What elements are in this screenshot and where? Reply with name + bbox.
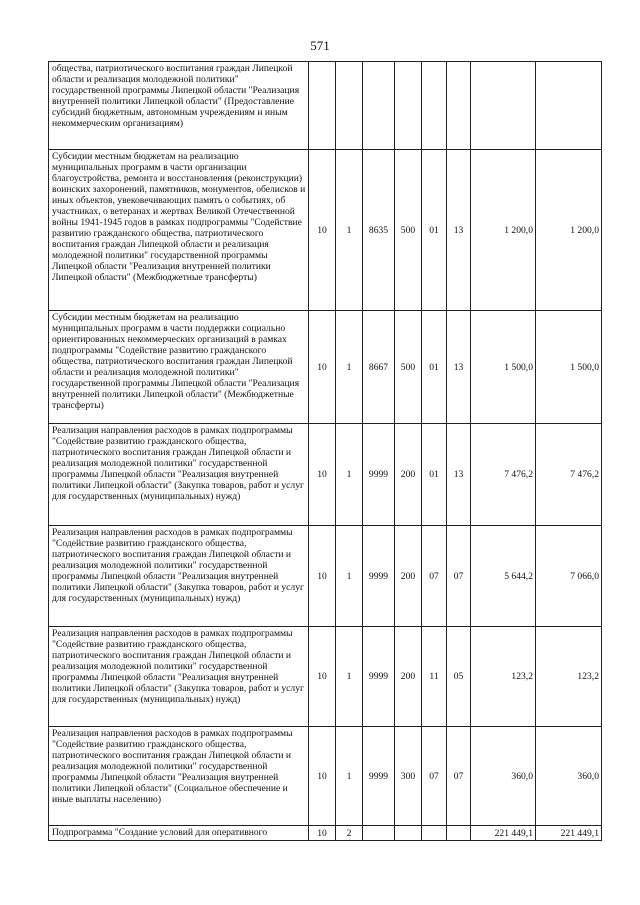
amount-second: 7 476,2 — [536, 424, 602, 526]
program-code: 10 — [309, 311, 336, 424]
amount-first: 5 644,2 — [471, 526, 536, 627]
table-row — [49, 727, 602, 826]
subprogram-code: 1 — [336, 311, 363, 424]
subsection-code: 07 — [447, 727, 471, 826]
subsection-code: 13 — [447, 424, 471, 526]
table-row — [49, 311, 602, 424]
subprogram-code: 1 — [336, 627, 363, 727]
amount-second: 360,0 — [536, 727, 602, 826]
amount-second: 7 066,0 — [536, 526, 602, 627]
section-code — [422, 62, 447, 150]
expense-type-code — [395, 826, 422, 841]
expense-type-code: 200 — [395, 424, 422, 526]
direction-code: 9999 — [363, 526, 395, 627]
direction-code: 9999 — [363, 424, 395, 526]
subsection-code: 13 — [447, 150, 471, 311]
row-description: Подпрограмма "Создание условий для оперативного — [49, 826, 309, 841]
program-code: 10 — [309, 727, 336, 826]
row-description: общества, патриотического воспитания граждан Липецкой области и реализация молодежной политики" государственной программы Липецкой области "Реализация внутренней политики Липецкой области" (Предоставление субсидий бюджетным, автономным учреждениям и иным некоммерческим организациям) — [49, 62, 309, 150]
row-description: Реализация направления расходов в рамках подпрограммы "Содействие развитию гражданского общества, патриотического воспитания граждан Липецкой области и реализация молодежной политики" государственной программы Липецкой области "Реализация внутренней политики Липецкой области" (Закупка товаров, работ и услуг для государственных (муниципальных) нужд) — [49, 627, 309, 727]
amount-first: 221 449,1 — [471, 826, 536, 841]
expense-type-code: 200 — [395, 627, 422, 727]
amount-second: 1 500,0 — [536, 311, 602, 424]
amount-first: 123,2 — [471, 627, 536, 727]
amount-second: 123,2 — [536, 627, 602, 727]
program-code: 10 — [309, 526, 336, 627]
direction-code: 9999 — [363, 727, 395, 826]
program-code — [309, 62, 336, 150]
amount-second: 1 200,0 — [536, 150, 602, 311]
expense-type-code: 500 — [395, 150, 422, 311]
expense-type-code: 300 — [395, 727, 422, 826]
subprogram-code — [336, 62, 363, 150]
subsection-code — [447, 62, 471, 150]
subprogram-code: 1 — [336, 150, 363, 311]
subsection-code: 13 — [447, 311, 471, 424]
subsection-code: 05 — [447, 627, 471, 727]
amount-first: 7 476,2 — [471, 424, 536, 526]
row-description: Реализация направления расходов в рамках подпрограммы "Содействие развитию гражданского общества, патриотического воспитания граждан Липецкой области и реализация молодежной политики" государственной программы Липецкой области "Реализация внутренней политики Липецкой области" (Социальное обеспечение и иные выплаты населению) — [49, 727, 309, 826]
budget-table — [48, 61, 602, 841]
table-row — [49, 526, 602, 627]
direction-code — [363, 62, 395, 150]
table-row — [49, 627, 602, 727]
subprogram-code: 1 — [336, 727, 363, 826]
table-row — [49, 424, 602, 526]
section-code: 07 — [422, 526, 447, 627]
amount-first: 1 200,0 — [471, 150, 536, 311]
amount-second — [536, 62, 602, 150]
program-code: 10 — [309, 150, 336, 311]
direction-code: 8635 — [363, 150, 395, 311]
expense-type-code: 500 — [395, 311, 422, 424]
amount-second: 221 449,1 — [536, 826, 602, 841]
subprogram-code: 1 — [336, 424, 363, 526]
page-number: 571 — [310, 38, 330, 53]
program-code: 10 — [309, 627, 336, 727]
expense-type-code — [395, 62, 422, 150]
section-code: 01 — [422, 424, 447, 526]
subprogram-code: 2 — [336, 826, 363, 841]
table-row — [49, 62, 602, 150]
subprogram-code: 1 — [336, 526, 363, 627]
direction-code: 8667 — [363, 311, 395, 424]
section-code — [422, 826, 447, 841]
row-description: Реализация направления расходов в рамках подпрограммы "Содействие развитию гражданского общества, патриотического воспитания граждан Липецкой области и реализация молодежной политики" государственной программы Липецкой области "Реализация внутренней политики Липецкой области" (Закупка товаров, работ и услуг для государственных (муниципальных) нужд) — [49, 526, 309, 627]
amount-first: 1 500,0 — [471, 311, 536, 424]
subsection-code — [447, 826, 471, 841]
amount-first — [471, 62, 536, 150]
section-code: 01 — [422, 311, 447, 424]
row-description: Субсидии местным бюджетам на реализацию муниципальных программ в части организации благоустройства, ремонта и восстановления (реконструкции) воинских захоронений, памятников, монументов, обелисков и иных объектов, увековечивающих память о событиях, об участниках, о ветеранах и жертвах Великой Отечественной войны 1941-1945 годов в рамках подпрограммы "Содействие развитию гражданского общества, патриотического воспитания граждан Липецкой области и реализация молодежной политики" государственной программы Липецкой области "Реализация внутренней политики Липецкой области" (Межбюджетные трансферты) — [49, 150, 309, 311]
direction-code: 9999 — [363, 627, 395, 727]
table-row — [49, 150, 602, 311]
subsection-code: 07 — [447, 526, 471, 627]
expense-type-code: 200 — [395, 526, 422, 627]
section-code: 01 — [422, 150, 447, 311]
direction-code — [363, 826, 395, 841]
section-code: 11 — [422, 627, 447, 727]
table-row — [49, 826, 602, 841]
row-description: Реализация направления расходов в рамках подпрограммы "Содействие развитию гражданского общества, патриотического воспитания граждан Липецкой области и реализация молодежной политики" государственной программы Липецкой области "Реализация внутренней политики Липецкой области" (Закупка товаров, работ и услуг для государственных (муниципальных) нужд) — [49, 424, 309, 526]
row-description: Субсидии местным бюджетам на реализацию муниципальных программ в части поддержки социально ориентированных некоммерческих организаций в рамках подпрограммы "Содействие развитию гражданского общества, патриотического воспитания граждан Липецкой области и реализация молодежной политики" государственной программы Липецкой области "Реализация внутренней политики Липецкой области" (Межбюджетные трансферты) — [49, 311, 309, 424]
section-code: 07 — [422, 727, 447, 826]
program-code: 10 — [309, 424, 336, 526]
program-code: 10 — [309, 826, 336, 841]
amount-first: 360,0 — [471, 727, 536, 826]
